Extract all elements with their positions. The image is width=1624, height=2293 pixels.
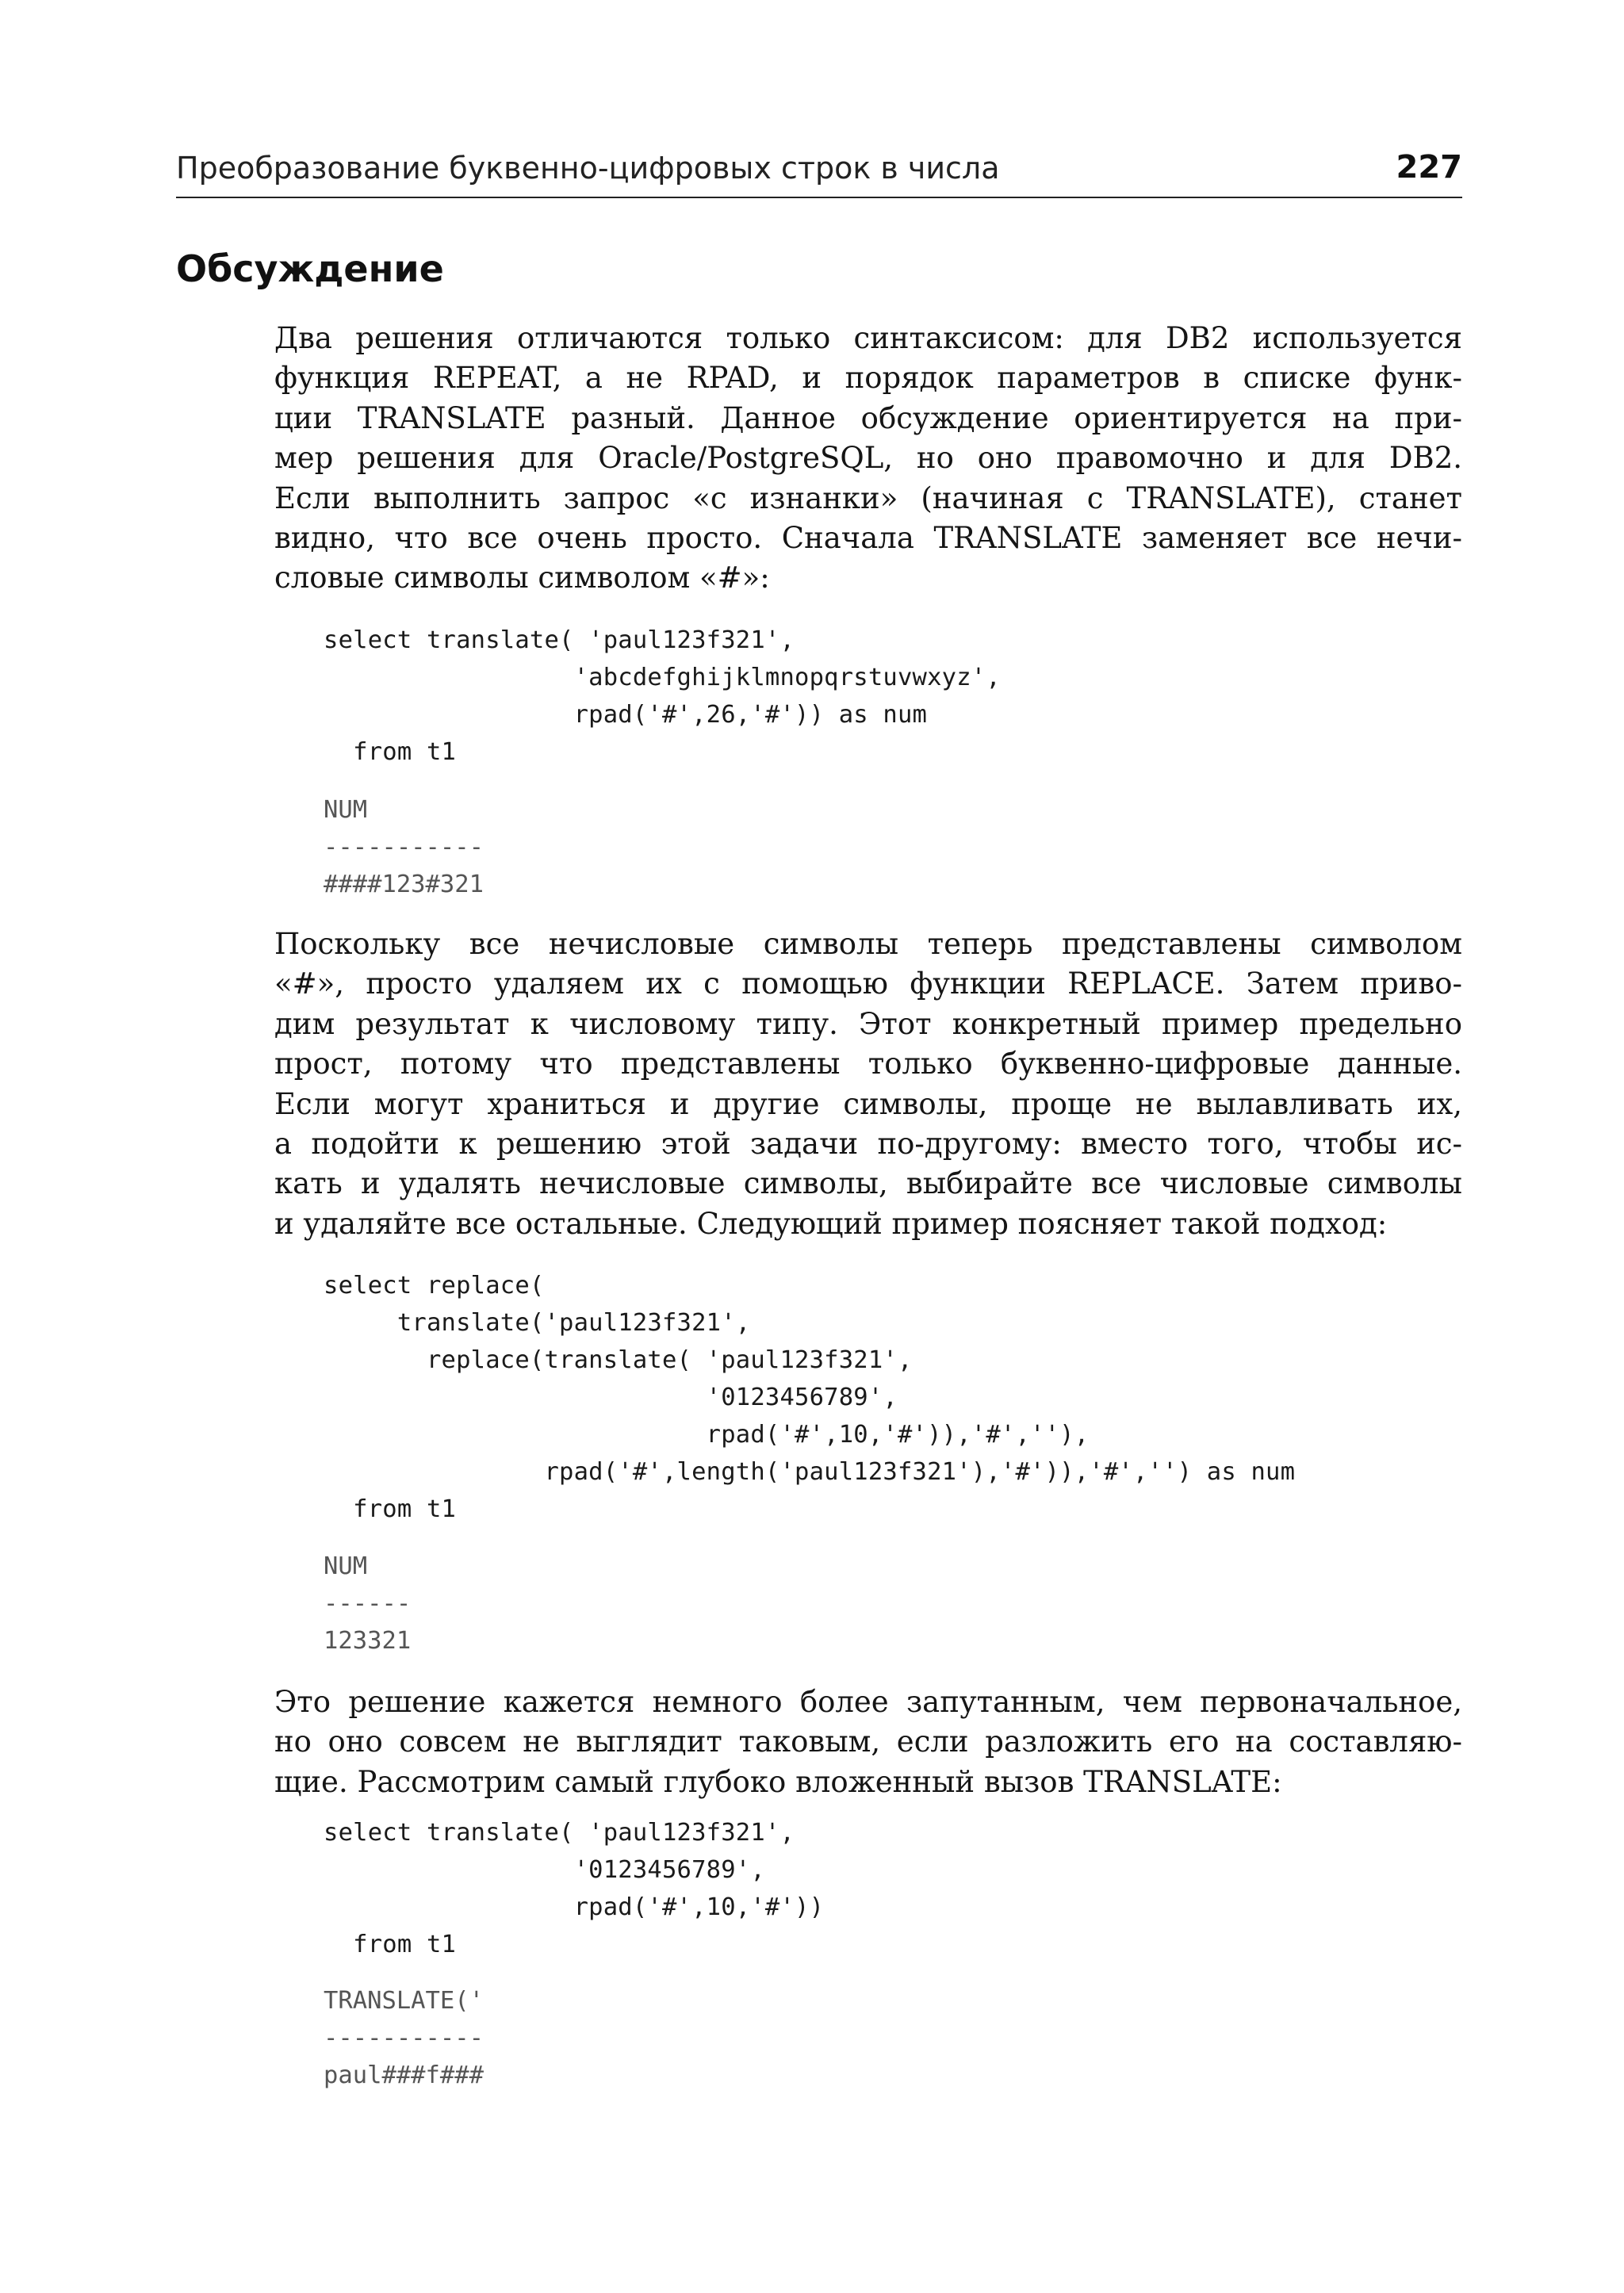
running-header — [176, 147, 1462, 198]
paragraph-line: словые символы символом «#»: — [274, 561, 770, 595]
paragraph-line: мер решения для Oracle/PostgreSQL, но оно правомочно и для DB2. — [274, 441, 1462, 476]
section-heading: Обсуждение — [176, 247, 444, 290]
page-number: 227 — [1396, 149, 1462, 186]
paragraph-intro — [274, 319, 1462, 599]
paragraph-line: видно, что все очень просто. Сначала TRANSLATE заменяет все нечи- — [274, 521, 1462, 556]
paragraph-line: Поскольку все нечисловые символы теперь представлены символом — [274, 927, 1462, 961]
paragraph-line: но оно совсем не выглядит таковым, если разложить его на составляю- — [274, 1725, 1462, 1759]
query-result: NUM ------ 123321 — [324, 1552, 412, 1655]
query-result: NUM ----------- ####123#321 — [324, 796, 484, 898]
paragraph-line: «#», просто удаляем их с помощью функции REPLACE. Затем приво- — [274, 967, 1462, 1001]
paragraph-line: Если выполнить запрос «с изнанки» (начиная с TRANSLATE), станет — [274, 480, 1462, 515]
paragraph-line: дим результат к числовому типу. Этот конкретный пример предельно — [274, 1006, 1462, 1041]
paragraph-line: ции TRANSLATE разный. Данное обсуждение ориентируется на при- — [274, 400, 1462, 435]
paragraph-line: а подойти к решению этой задачи по-другому: вместо того, чтобы ис- — [274, 1127, 1462, 1162]
paragraph-line: и удаляйте все остальные. Следующий пример поясняет такой подход: — [274, 1206, 1388, 1241]
code-block-translate: select translate( 'paul123f321', 'abcdefghijklmnopqrstuvwxyz', rpad('#',26,'#')) as num from t1 — [324, 626, 1001, 766]
paragraph-line: щие. Рассмотрим самый глубоко вложенный вызов TRANSLATE: — [274, 1764, 1282, 1799]
code-block-nested-translate: select translate( 'paul123f321', '0123456789', rpad('#',10,'#')) from t1 — [324, 1819, 825, 1958]
query-result: TRANSLATE(' ----------- paul###f### — [324, 1987, 484, 2089]
paragraph-line: Два решения отличаются только синтаксисом: для DB2 используется — [274, 321, 1462, 355]
paragraph-line: Это решение кажется немного более запутанным, чем первоначальное, — [274, 1685, 1462, 1719]
paragraph-nested — [274, 1682, 1462, 1802]
paragraph-line: прост, потому что представлены только буквенно-цифровые данные. — [274, 1047, 1462, 1081]
code-block-replace: select replace( translate('paul123f321', replace(translate( 'paul123f321', '0123456789', rpad('#',10,'#')),'#',''), rpad('#',length('paul123f321'),'#')),'#','') as num from t1 — [324, 1272, 1296, 1523]
paragraph-line: функция REPEAT, а не RPAD, и порядок параметров в списке функ- — [274, 361, 1462, 396]
paragraph-line: кать и удалять нечисловые символы, выбирайте все числовые символы — [274, 1166, 1462, 1201]
paragraph-replace — [274, 924, 1462, 1244]
paragraph-line: Если могут храниться и другие символы, проще не вылавливать их, — [274, 1086, 1462, 1121]
running-title: Преобразование буквенно-цифровых строк в числа — [176, 151, 1000, 186]
